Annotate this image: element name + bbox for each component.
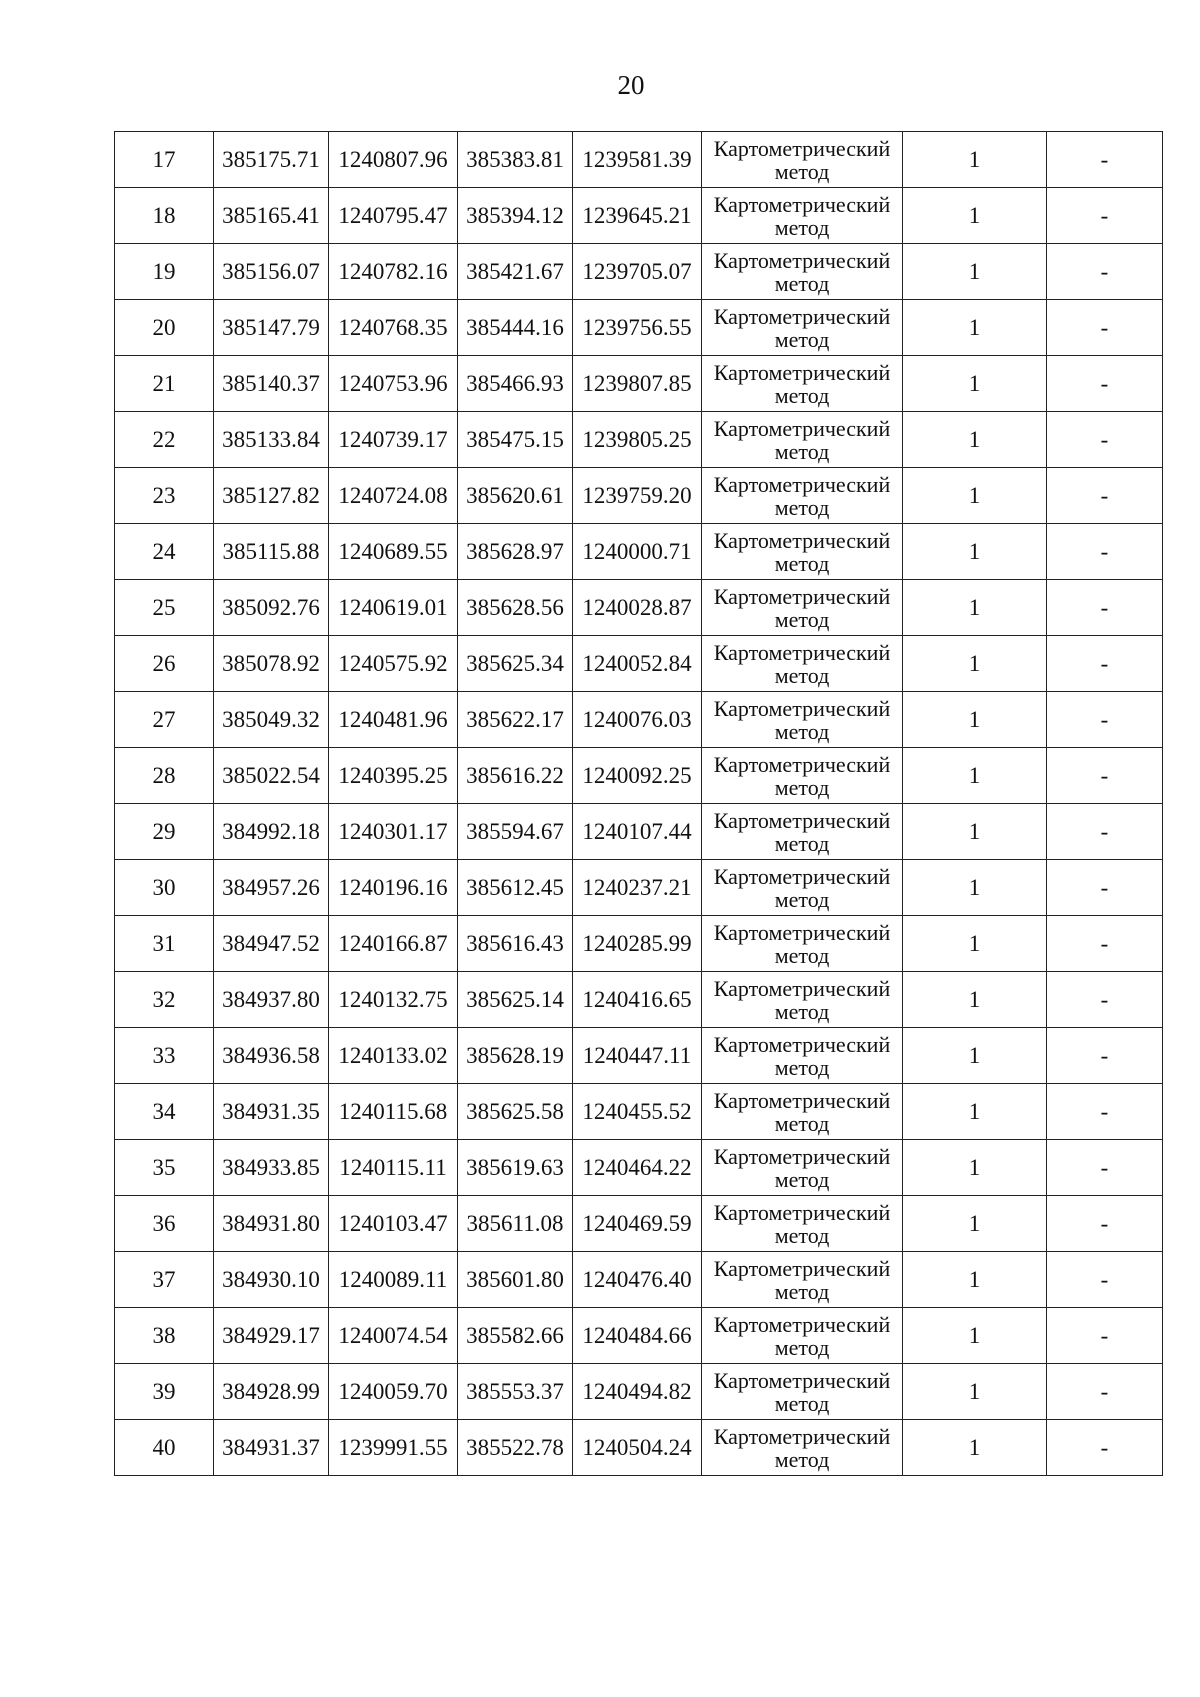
method-line-2: метод bbox=[774, 214, 830, 240]
y2-cell: 1240076.03 bbox=[573, 692, 702, 748]
accuracy-cell: 1 bbox=[903, 300, 1047, 356]
method-cell bbox=[702, 1028, 903, 1084]
x1-cell: 384933.85 bbox=[214, 1140, 329, 1196]
method-cell bbox=[702, 1308, 903, 1364]
y1-cell: 1240782.16 bbox=[329, 244, 458, 300]
y2-cell: 1239705.07 bbox=[573, 244, 702, 300]
point-number-cell: 30 bbox=[115, 860, 214, 916]
y2-cell: 1240237.21 bbox=[573, 860, 702, 916]
accuracy-cell: 1 bbox=[903, 692, 1047, 748]
table-row bbox=[115, 524, 1163, 580]
note-cell: - bbox=[1047, 1252, 1163, 1308]
method-line-1: Картометрический bbox=[713, 471, 891, 497]
method-line-1: Картометрический bbox=[713, 919, 891, 945]
point-number-cell: 22 bbox=[115, 412, 214, 468]
method-line-2: метод bbox=[774, 326, 830, 352]
point-number-cell: 28 bbox=[115, 748, 214, 804]
x1-cell: 384992.18 bbox=[214, 804, 329, 860]
method-cell bbox=[702, 524, 903, 580]
y1-cell: 1240395.25 bbox=[329, 748, 458, 804]
y2-cell: 1240447.11 bbox=[573, 1028, 702, 1084]
accuracy-cell: 1 bbox=[903, 244, 1047, 300]
accuracy-cell: 1 bbox=[903, 1364, 1047, 1420]
x2-cell: 385394.12 bbox=[458, 188, 573, 244]
x2-cell: 385616.43 bbox=[458, 916, 573, 972]
method-line-1: Картометрический bbox=[713, 1031, 891, 1057]
point-number-cell: 21 bbox=[115, 356, 214, 412]
y1-cell: 1240103.47 bbox=[329, 1196, 458, 1252]
note-cell: - bbox=[1047, 1196, 1163, 1252]
x2-cell: 385628.19 bbox=[458, 1028, 573, 1084]
x2-cell: 385582.66 bbox=[458, 1308, 573, 1364]
method-line-1: Картометрический bbox=[713, 247, 891, 273]
x1-cell: 385140.37 bbox=[214, 356, 329, 412]
table-row bbox=[115, 1140, 1163, 1196]
y1-cell: 1240115.11 bbox=[329, 1140, 458, 1196]
y2-cell: 1240416.65 bbox=[573, 972, 702, 1028]
accuracy-cell: 1 bbox=[903, 804, 1047, 860]
method-line-1: Картометрический bbox=[713, 303, 891, 329]
y1-cell: 1240166.87 bbox=[329, 916, 458, 972]
x1-cell: 384928.99 bbox=[214, 1364, 329, 1420]
accuracy-cell: 1 bbox=[903, 468, 1047, 524]
point-number-cell: 35 bbox=[115, 1140, 214, 1196]
x1-cell: 385092.76 bbox=[214, 580, 329, 636]
point-number-cell: 26 bbox=[115, 636, 214, 692]
x1-cell: 385127.82 bbox=[214, 468, 329, 524]
method-line-1: Картометрический bbox=[713, 639, 891, 665]
method-cell bbox=[702, 580, 903, 636]
method-cell bbox=[702, 916, 903, 972]
method-cell bbox=[702, 636, 903, 692]
note-cell: - bbox=[1047, 188, 1163, 244]
method-line-2: метод bbox=[774, 158, 830, 184]
y2-cell: 1240455.52 bbox=[573, 1084, 702, 1140]
x2-cell: 385611.08 bbox=[458, 1196, 573, 1252]
x1-cell: 384936.58 bbox=[214, 1028, 329, 1084]
y2-cell: 1240285.99 bbox=[573, 916, 702, 972]
y1-cell: 1240724.08 bbox=[329, 468, 458, 524]
accuracy-cell: 1 bbox=[903, 1196, 1047, 1252]
note-cell: - bbox=[1047, 860, 1163, 916]
y1-cell: 1240753.96 bbox=[329, 356, 458, 412]
x1-cell: 384931.37 bbox=[214, 1420, 329, 1476]
accuracy-cell: 1 bbox=[903, 412, 1047, 468]
method-line-2: метод bbox=[774, 718, 830, 744]
accuracy-cell: 1 bbox=[903, 1252, 1047, 1308]
note-cell: - bbox=[1047, 356, 1163, 412]
method-cell bbox=[702, 412, 903, 468]
method-line-1: Картометрический bbox=[713, 527, 891, 553]
method-cell bbox=[702, 972, 903, 1028]
method-cell bbox=[702, 1364, 903, 1420]
x1-cell: 384930.10 bbox=[214, 1252, 329, 1308]
note-cell: - bbox=[1047, 1140, 1163, 1196]
y2-cell: 1239759.20 bbox=[573, 468, 702, 524]
x2-cell: 385421.67 bbox=[458, 244, 573, 300]
table-row bbox=[115, 1308, 1163, 1364]
y2-cell: 1240494.82 bbox=[573, 1364, 702, 1420]
accuracy-cell: 1 bbox=[903, 188, 1047, 244]
x2-cell: 385466.93 bbox=[458, 356, 573, 412]
method-line-2: метод bbox=[774, 1390, 830, 1416]
accuracy-cell: 1 bbox=[903, 748, 1047, 804]
method-cell bbox=[702, 1252, 903, 1308]
note-cell: - bbox=[1047, 132, 1163, 188]
accuracy-cell: 1 bbox=[903, 132, 1047, 188]
method-cell bbox=[702, 860, 903, 916]
x1-cell: 385133.84 bbox=[214, 412, 329, 468]
table-row bbox=[115, 1420, 1163, 1476]
x2-cell: 385622.17 bbox=[458, 692, 573, 748]
note-cell: - bbox=[1047, 916, 1163, 972]
table-row bbox=[115, 132, 1163, 188]
y1-cell: 1240115.68 bbox=[329, 1084, 458, 1140]
method-line-1: Картометрический bbox=[713, 191, 891, 217]
point-number-cell: 19 bbox=[115, 244, 214, 300]
method-line-1: Картометрический bbox=[713, 751, 891, 777]
point-number-cell: 32 bbox=[115, 972, 214, 1028]
method-line-1: Картометрический bbox=[713, 1087, 891, 1113]
coordinates-table bbox=[114, 131, 1163, 1476]
x1-cell: 385115.88 bbox=[214, 524, 329, 580]
method-line-2: метод bbox=[774, 438, 830, 464]
table-row bbox=[115, 1196, 1163, 1252]
table-row bbox=[115, 916, 1163, 972]
method-line-2: метод bbox=[774, 1054, 830, 1080]
y2-cell: 1240504.24 bbox=[573, 1420, 702, 1476]
y2-cell: 1240107.44 bbox=[573, 804, 702, 860]
y2-cell: 1240469.59 bbox=[573, 1196, 702, 1252]
x1-cell: 384929.17 bbox=[214, 1308, 329, 1364]
method-line-1: Картометрический bbox=[713, 1199, 891, 1225]
x1-cell: 384947.52 bbox=[214, 916, 329, 972]
table-row bbox=[115, 804, 1163, 860]
x2-cell: 385444.16 bbox=[458, 300, 573, 356]
y2-cell: 1240484.66 bbox=[573, 1308, 702, 1364]
accuracy-cell: 1 bbox=[903, 1084, 1047, 1140]
method-cell bbox=[702, 1420, 903, 1476]
y1-cell: 1240689.55 bbox=[329, 524, 458, 580]
table-row bbox=[115, 580, 1163, 636]
method-line-2: метод bbox=[774, 1278, 830, 1304]
method-cell bbox=[702, 356, 903, 412]
y2-cell: 1240476.40 bbox=[573, 1252, 702, 1308]
y1-cell: 1240739.17 bbox=[329, 412, 458, 468]
x1-cell: 385175.71 bbox=[214, 132, 329, 188]
accuracy-cell: 1 bbox=[903, 524, 1047, 580]
x1-cell: 384931.35 bbox=[214, 1084, 329, 1140]
y2-cell: 1240028.87 bbox=[573, 580, 702, 636]
method-cell bbox=[702, 748, 903, 804]
method-line-1: Картометрический bbox=[713, 1143, 891, 1169]
method-cell bbox=[702, 1196, 903, 1252]
note-cell: - bbox=[1047, 748, 1163, 804]
x2-cell: 385625.34 bbox=[458, 636, 573, 692]
note-cell: - bbox=[1047, 1420, 1163, 1476]
method-line-2: метод bbox=[774, 1446, 830, 1472]
point-number-cell: 25 bbox=[115, 580, 214, 636]
x2-cell: 385612.45 bbox=[458, 860, 573, 916]
y2-cell: 1239645.21 bbox=[573, 188, 702, 244]
x1-cell: 384931.80 bbox=[214, 1196, 329, 1252]
point-number-cell: 27 bbox=[115, 692, 214, 748]
y1-cell: 1240481.96 bbox=[329, 692, 458, 748]
x2-cell: 385383.81 bbox=[458, 132, 573, 188]
accuracy-cell: 1 bbox=[903, 356, 1047, 412]
method-line-2: метод bbox=[774, 662, 830, 688]
x2-cell: 385522.78 bbox=[458, 1420, 573, 1476]
method-line-2: метод bbox=[774, 494, 830, 520]
accuracy-cell: 1 bbox=[903, 1420, 1047, 1476]
method-line-2: метод bbox=[774, 382, 830, 408]
method-line-2: метод bbox=[774, 550, 830, 576]
x1-cell: 385049.32 bbox=[214, 692, 329, 748]
y1-cell: 1240795.47 bbox=[329, 188, 458, 244]
table-row bbox=[115, 748, 1163, 804]
point-number-cell: 34 bbox=[115, 1084, 214, 1140]
note-cell: - bbox=[1047, 580, 1163, 636]
note-cell: - bbox=[1047, 804, 1163, 860]
x2-cell: 385620.61 bbox=[458, 468, 573, 524]
accuracy-cell: 1 bbox=[903, 1308, 1047, 1364]
method-line-2: метод bbox=[774, 830, 830, 856]
method-line-2: метод bbox=[774, 998, 830, 1024]
table-row bbox=[115, 300, 1163, 356]
point-number-cell: 18 bbox=[115, 188, 214, 244]
y1-cell: 1239991.55 bbox=[329, 1420, 458, 1476]
y1-cell: 1240301.17 bbox=[329, 804, 458, 860]
y1-cell: 1240619.01 bbox=[329, 580, 458, 636]
note-cell: - bbox=[1047, 300, 1163, 356]
x1-cell: 385156.07 bbox=[214, 244, 329, 300]
method-line-2: метод bbox=[774, 606, 830, 632]
note-cell: - bbox=[1047, 412, 1163, 468]
x1-cell: 384937.80 bbox=[214, 972, 329, 1028]
y2-cell: 1239805.25 bbox=[573, 412, 702, 468]
y2-cell: 1240464.22 bbox=[573, 1140, 702, 1196]
method-line-1: Картометрический bbox=[713, 415, 891, 441]
point-number-cell: 23 bbox=[115, 468, 214, 524]
table-row bbox=[115, 244, 1163, 300]
note-cell: - bbox=[1047, 524, 1163, 580]
note-cell: - bbox=[1047, 636, 1163, 692]
method-line-2: метод bbox=[774, 1222, 830, 1248]
y2-cell: 1240000.71 bbox=[573, 524, 702, 580]
method-line-1: Картометрический bbox=[713, 359, 891, 385]
method-cell bbox=[702, 468, 903, 524]
y1-cell: 1240133.02 bbox=[329, 1028, 458, 1084]
x1-cell: 384957.26 bbox=[214, 860, 329, 916]
method-line-1: Картометрический bbox=[713, 695, 891, 721]
method-line-1: Картометрический bbox=[713, 807, 891, 833]
y1-cell: 1240196.16 bbox=[329, 860, 458, 916]
point-number-cell: 20 bbox=[115, 300, 214, 356]
method-line-2: метод bbox=[774, 886, 830, 912]
x2-cell: 385475.15 bbox=[458, 412, 573, 468]
table-row bbox=[115, 972, 1163, 1028]
accuracy-cell: 1 bbox=[903, 636, 1047, 692]
point-number-cell: 39 bbox=[115, 1364, 214, 1420]
x2-cell: 385625.58 bbox=[458, 1084, 573, 1140]
x2-cell: 385553.37 bbox=[458, 1364, 573, 1420]
x2-cell: 385619.63 bbox=[458, 1140, 573, 1196]
x2-cell: 385628.56 bbox=[458, 580, 573, 636]
y1-cell: 1240575.92 bbox=[329, 636, 458, 692]
y1-cell: 1240807.96 bbox=[329, 132, 458, 188]
method-line-1: Картометрический bbox=[713, 135, 891, 161]
y2-cell: 1239581.39 bbox=[573, 132, 702, 188]
table-row bbox=[115, 692, 1163, 748]
accuracy-cell: 1 bbox=[903, 916, 1047, 972]
y2-cell: 1240052.84 bbox=[573, 636, 702, 692]
method-line-2: метод bbox=[774, 1110, 830, 1136]
accuracy-cell: 1 bbox=[903, 580, 1047, 636]
method-line-2: метод bbox=[774, 270, 830, 296]
method-line-2: метод bbox=[774, 1334, 830, 1360]
x1-cell: 385147.79 bbox=[214, 300, 329, 356]
note-cell: - bbox=[1047, 972, 1163, 1028]
table-row bbox=[115, 636, 1163, 692]
y2-cell: 1239807.85 bbox=[573, 356, 702, 412]
method-line-1: Картометрический bbox=[713, 1311, 891, 1337]
method-cell bbox=[702, 804, 903, 860]
y1-cell: 1240074.54 bbox=[329, 1308, 458, 1364]
accuracy-cell: 1 bbox=[903, 1140, 1047, 1196]
y2-cell: 1240092.25 bbox=[573, 748, 702, 804]
page-number: 20 bbox=[617, 70, 645, 100]
table-body bbox=[115, 132, 1163, 1476]
method-line-1: Картометрический bbox=[713, 1423, 891, 1449]
method-cell bbox=[702, 692, 903, 748]
method-line-1: Картометрический bbox=[713, 583, 891, 609]
point-number-cell: 38 bbox=[115, 1308, 214, 1364]
x2-cell: 385616.22 bbox=[458, 748, 573, 804]
note-cell: - bbox=[1047, 1308, 1163, 1364]
point-number-cell: 17 bbox=[115, 132, 214, 188]
table-row bbox=[115, 1252, 1163, 1308]
point-number-cell: 33 bbox=[115, 1028, 214, 1084]
note-cell: - bbox=[1047, 1028, 1163, 1084]
x2-cell: 385601.80 bbox=[458, 1252, 573, 1308]
point-number-cell: 31 bbox=[115, 916, 214, 972]
accuracy-cell: 1 bbox=[903, 860, 1047, 916]
x2-cell: 385594.67 bbox=[458, 804, 573, 860]
method-cell bbox=[702, 300, 903, 356]
method-cell bbox=[702, 1084, 903, 1140]
point-number-cell: 40 bbox=[115, 1420, 214, 1476]
method-line-1: Картометрический bbox=[713, 863, 891, 889]
table-row bbox=[115, 1364, 1163, 1420]
accuracy-cell: 1 bbox=[903, 1028, 1047, 1084]
note-cell: - bbox=[1047, 692, 1163, 748]
table-row bbox=[115, 1084, 1163, 1140]
x2-cell: 385625.14 bbox=[458, 972, 573, 1028]
method-line-2: метод bbox=[774, 774, 830, 800]
table-row bbox=[115, 860, 1163, 916]
note-cell: - bbox=[1047, 1084, 1163, 1140]
table-row bbox=[115, 188, 1163, 244]
y2-cell: 1239756.55 bbox=[573, 300, 702, 356]
table-row bbox=[115, 468, 1163, 524]
table-row bbox=[115, 1028, 1163, 1084]
method-cell bbox=[702, 132, 903, 188]
method-line-1: Картометрический bbox=[713, 1367, 891, 1393]
x2-cell: 385628.97 bbox=[458, 524, 573, 580]
point-number-cell: 36 bbox=[115, 1196, 214, 1252]
x1-cell: 385022.54 bbox=[214, 748, 329, 804]
y1-cell: 1240089.11 bbox=[329, 1252, 458, 1308]
point-number-cell: 37 bbox=[115, 1252, 214, 1308]
x1-cell: 385078.92 bbox=[214, 636, 329, 692]
method-cell bbox=[702, 188, 903, 244]
method-line-2: метод bbox=[774, 942, 830, 968]
note-cell: - bbox=[1047, 1364, 1163, 1420]
method-cell bbox=[702, 244, 903, 300]
accuracy-cell: 1 bbox=[903, 972, 1047, 1028]
y1-cell: 1240059.70 bbox=[329, 1364, 458, 1420]
table-row bbox=[115, 356, 1163, 412]
note-cell: - bbox=[1047, 468, 1163, 524]
x1-cell: 385165.41 bbox=[214, 188, 329, 244]
method-line-2: метод bbox=[774, 1166, 830, 1192]
y1-cell: 1240768.35 bbox=[329, 300, 458, 356]
table-row bbox=[115, 412, 1163, 468]
point-number-cell: 29 bbox=[115, 804, 214, 860]
y1-cell: 1240132.75 bbox=[329, 972, 458, 1028]
method-line-1: Картометрический bbox=[713, 975, 891, 1001]
method-cell bbox=[702, 1140, 903, 1196]
method-line-1: Картометрический bbox=[713, 1255, 891, 1281]
point-number-cell: 24 bbox=[115, 524, 214, 580]
note-cell: - bbox=[1047, 244, 1163, 300]
